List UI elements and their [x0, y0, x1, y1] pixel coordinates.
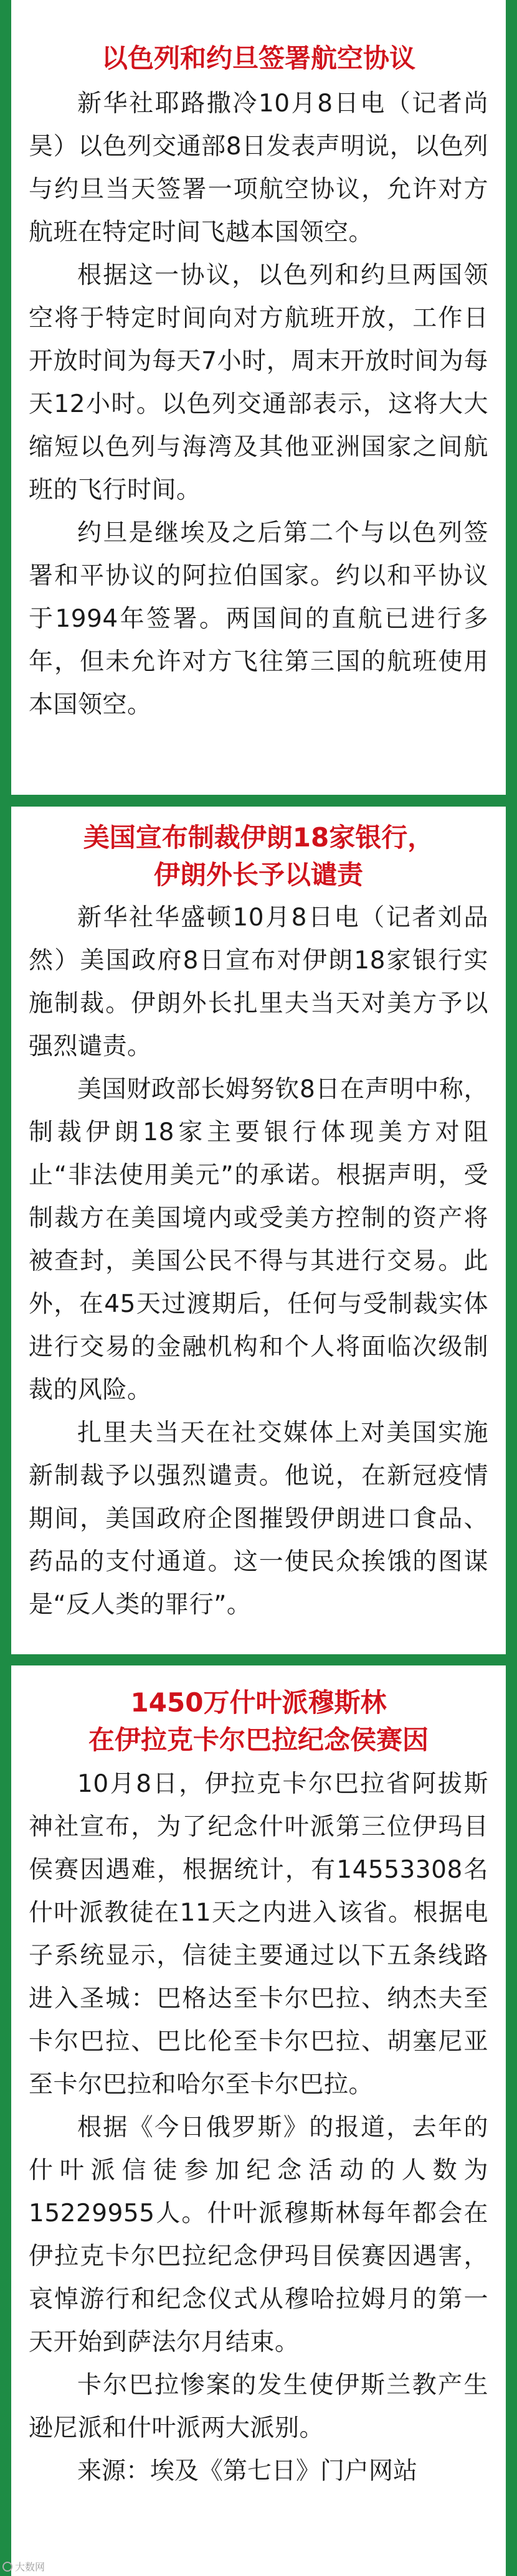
- article-paragraph: 新华社耶路撒冷10月8日电（记者尚昊）以色列交通部8日发表声明说，以色列与约旦当天签署一项航空协议，允许对方航班在特定时间飞越本国领空。: [29, 90, 488, 246]
- article-paragraph: 美国财政部长姆努钦8日在声明中称，制裁伊朗18家主要银行体现美方对阻止“非法使用美元”的承诺。根据声明，受制裁方在美国境内或受美方控制的资产将被查封，美国公民不得与其进行交易。此外，在45天过渡期后，任何与受制裁实体进行交易的金融机构和个人将面临次级制裁的风险。: [29, 1075, 488, 1404]
- title-line: 以色列和约旦签署航空协议: [101, 43, 415, 73]
- article-paragraph: 新华社华盛顿10月8日电（记者刘品然）美国政府8日宣布对伊朗18家银行实施制裁。伊朗外长扎里夫当天对美方予以强烈谴责。: [29, 904, 488, 1061]
- article-paragraph: 约旦是继埃及之后第二个与以色列签署和平协议的阿拉伯国家。约以和平协议于1994年签署。两国间的直航已进行多年，但未允许对方飞往第三国的航班使用本国领空。: [29, 519, 488, 719]
- article-title: [29, 807, 488, 896]
- article-karbala-pilgrims: [11, 1665, 506, 2576]
- article-paragraph: 根据这一协议，以色列和约旦两国领空将于特定时间向对方航班开放，工作日开放时间为每天7小时，周末开放时间为每天12小时。以色列交通部表示，这将大大缩短以色列与海湾及其他亚洲国家之间航班的飞行时间。: [29, 261, 488, 504]
- article-us-iran-sanctions: [11, 807, 506, 1654]
- article-paragraph: 根据《今日俄罗斯》的报道，去年的什叶派信徒参加纪念活动的人数为15229955人。什叶派穆斯林每年都会在伊拉克卡尔巴拉纪念伊玛目侯赛因遇害，哀悼游行和纪念仪式从穆哈拉姆月的第一天开始到萨法尔月结束。: [29, 2114, 488, 2356]
- article-paragraph: 10月8日，伊拉克卡尔巴拉省阿拔斯神社宣布，为了纪念什叶派第三位伊玛目侯赛因遇难，根据统计，有14553308名什叶派教徒在11天之内进入该省。根据电子系统显示，信徒主要通过以下五条线路进入圣城：巴格达至卡尔巴拉、纳杰夫至卡尔巴拉、巴比伦至卡尔巴拉、胡塞尼亚至卡尔巴拉和哈尔至卡尔巴拉。: [29, 1770, 488, 2099]
- title-line: 在伊拉克卡尔巴拉纪念侯赛因: [88, 1725, 429, 1755]
- article-source: 来源：埃及《第七日》门户网站: [77, 2457, 418, 2485]
- article-israel-jordan: [11, 0, 506, 795]
- article-paragraph: 扎里夫当天在社交媒体上对美国实施新制裁予以强烈谴责。他说，在新冠疫情期间，美国政府企图摧毁伊朗进口食品、药品的支付通道。这一使民众挨饿的图谋是“反人类的罪行”。: [29, 1419, 488, 1619]
- article-paragraph: 卡尔巴拉惨案的发生使伊斯兰教产生逊尼派和什叶派两大派别。: [29, 2371, 488, 2442]
- title-line: 1450万什叶派穆斯林: [130, 1687, 387, 1718]
- title-line: 伊朗外长予以谴责: [153, 859, 363, 890]
- title-line: 美国宣布制裁伊朗18家银行，: [83, 822, 434, 853]
- article-title: [29, 0, 488, 82]
- watermark-text: 大数网: [15, 2561, 45, 2573]
- watermark-logo-icon: [2, 2562, 12, 2572]
- watermark: [2, 2559, 45, 2574]
- article-title: [29, 1665, 488, 1763]
